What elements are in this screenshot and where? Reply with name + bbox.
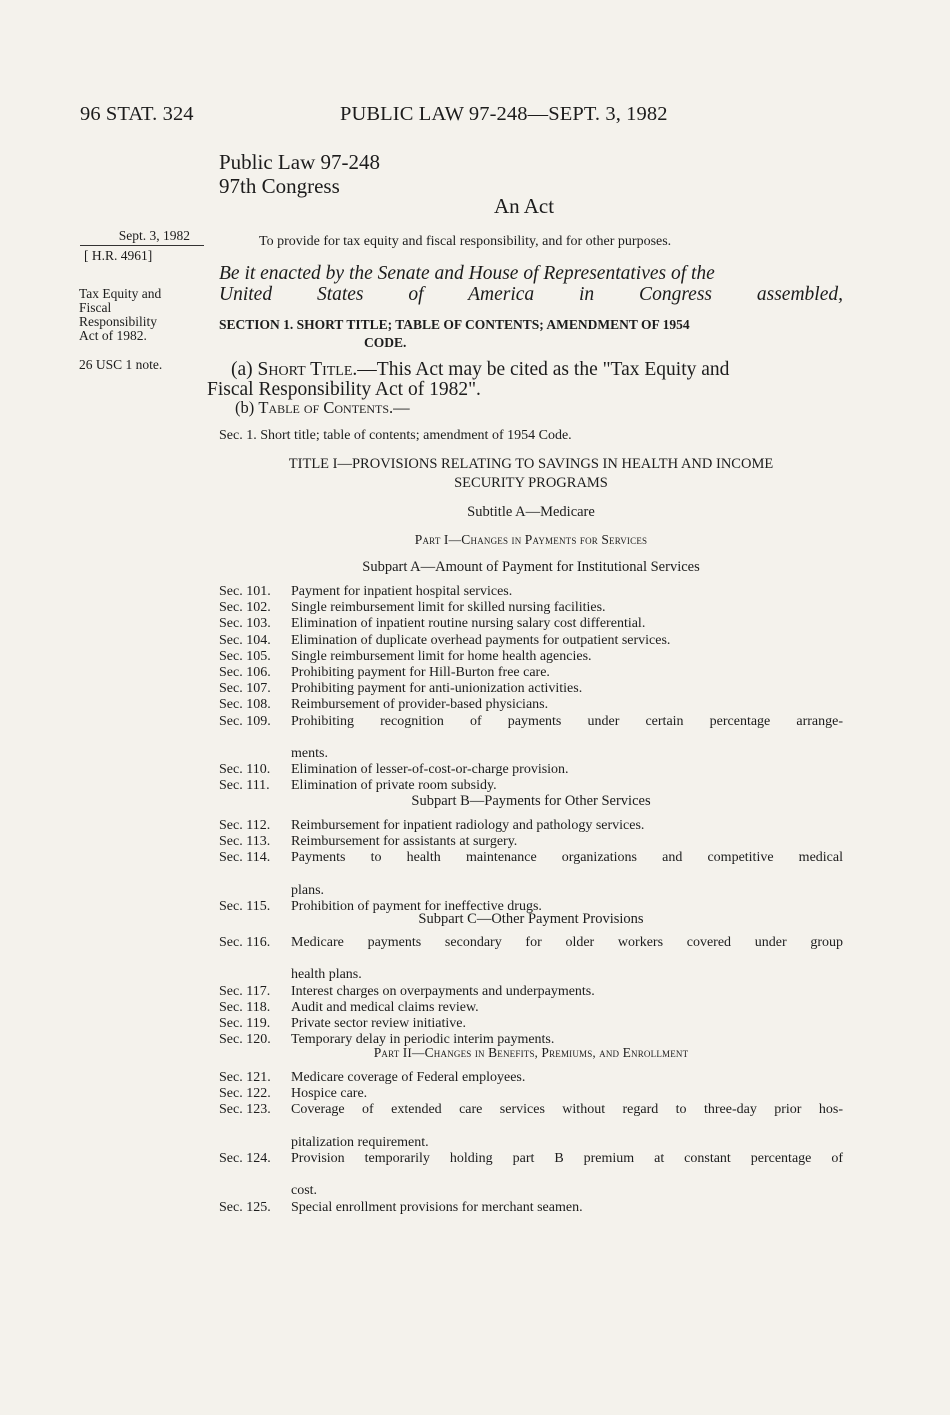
toc-entry-number: Sec. 104. <box>219 632 271 648</box>
toc-entry <box>219 818 843 834</box>
toc-entry <box>219 1070 843 1086</box>
title-i-line2: SECURITY PROGRAMS <box>454 475 608 491</box>
margin-date-block <box>80 228 204 264</box>
margin-act-name-line: Act of 1982. <box>79 328 147 343</box>
margin-date: Sept. 3, 1982 <box>80 228 204 246</box>
margin-bill-number: [ H.R. 4961] <box>84 248 153 263</box>
toc-entry-title: Temporary delay in periodic interim payments. <box>291 1032 555 1048</box>
enacting-clause-line2: United States of America in Congress assembled, <box>219 284 843 305</box>
toc-entry-number: Sec. 120. <box>219 1032 271 1048</box>
toc-entry-number: Sec. 117. <box>219 983 271 999</box>
toc-entry <box>219 850 843 882</box>
bleed-through-texture <box>420 152 840 193</box>
subpart-a-section-list <box>219 584 843 795</box>
subpart-a-heading: Subpart A—Amount of Payment for Institutional Services <box>362 559 700 575</box>
toc-entry-title: Elimination of private room subsidy. <box>291 778 497 794</box>
toc-entry <box>219 649 843 665</box>
title-i-heading <box>219 455 843 493</box>
toc-entry-number: Sec. 119. <box>219 1016 271 1032</box>
toc-entry-title: Provision temporarily holding part B premium at constant percentage of <box>291 1151 843 1167</box>
toc-entry-number: Sec. 112. <box>219 818 271 833</box>
toc-dash: .— <box>389 398 410 417</box>
short-title-paragraph <box>207 359 843 400</box>
toc-caption: Table of Contents <box>258 398 390 417</box>
toc-entry <box>219 984 843 1000</box>
toc-entry <box>219 834 843 850</box>
purpose-clause: To provide for tax equity and fiscal responsibility, and for other purposes. <box>259 234 672 249</box>
toc-entry-number: Sec. 114. <box>219 850 271 866</box>
margin-act-name-line: Fiscal <box>79 300 112 315</box>
toc-label: (b) <box>235 398 259 417</box>
short-title-label: (a) <box>231 359 258 380</box>
toc-entry-number: Sec. 102. <box>219 600 271 616</box>
toc-entry-title: Payment for inpatient hospital services. <box>291 584 513 599</box>
congress-label: 97th Congress <box>219 174 340 198</box>
toc-entry <box>219 1200 843 1216</box>
toc-entry-number: Sec. 116. <box>219 935 271 950</box>
toc-entry-number: Sec. 106. <box>219 665 271 681</box>
toc-entry <box>219 616 843 632</box>
toc-entry-title: Elimination of duplicate overhead payments for outpatient services. <box>291 632 671 648</box>
margin-act-name-line: Responsibility <box>79 314 158 329</box>
toc-entry <box>219 1000 843 1016</box>
part-ii-heading: Part II—Changes in Benefits, Premiums, and Enrollment <box>373 1045 689 1060</box>
toc-entry-title: Interest charges on overpayments and underpayments. <box>291 983 595 999</box>
toc-entry-title: Private sector review initiative. <box>291 1016 466 1032</box>
section-1-heading-line2: CODE. <box>364 335 407 350</box>
toc-entry-number: Sec. 101. <box>219 584 271 599</box>
toc-entry-number: Sec. 118. <box>219 999 271 1015</box>
section-1-heading-line1: SECTION 1. SHORT TITLE; TABLE OF CONTENTS; AMENDMENT OF 1954 <box>219 317 690 332</box>
margin-act-name <box>79 287 209 343</box>
toc-entry-title: Reimbursement for inpatient radiology and pathology services. <box>291 818 645 833</box>
short-title-text-line1: .—This Act may be cited as the "Tax Equity and <box>352 359 730 380</box>
toc-entry-number: Sec. 125. <box>219 1199 271 1215</box>
toc-entry-number: Sec. 111. <box>219 778 270 794</box>
toc-entry <box>219 1151 843 1183</box>
toc-entry-number: Sec. 121. <box>219 1070 271 1085</box>
table-of-contents-heading <box>235 398 410 418</box>
part-ii-section-list <box>219 1070 843 1216</box>
toc-entry-title: Hospice care. <box>291 1086 368 1102</box>
toc-entry <box>219 1086 843 1102</box>
toc-entry-title: Coverage of extended care services without regard to three-day prior hos- <box>291 1102 843 1118</box>
toc-entry <box>219 633 843 649</box>
toc-entry-number: Sec. 122. <box>219 1086 271 1102</box>
part-i-heading: Part I—Changes in Payments for Services <box>414 532 648 547</box>
toc-entry-title: Medicare coverage of Federal employees. <box>291 1070 526 1085</box>
toc-entry <box>219 935 843 967</box>
toc-entry-title: Single reimbursement limit for home health agencies. <box>291 648 592 664</box>
subpart-b-heading: Subpart B—Payments for Other Services <box>411 793 651 809</box>
toc-entry-continuation: ments. <box>291 746 328 762</box>
toc-entry-title: Elimination of inpatient routine nursing salary cost differential. <box>291 616 646 632</box>
toc-entry-number: Sec. 110. <box>219 762 271 778</box>
toc-entry-title: Prohibiting payment for anti-unionization activities. <box>291 681 583 697</box>
toc-entry-title: Special enrollment provisions for merchant seamen. <box>291 1199 583 1215</box>
toc-entry-title: Elimination of lesser-of-cost-or-charge provision. <box>291 762 569 778</box>
toc-entry-title: Medicare payments secondary for older workers covered under group <box>291 935 843 950</box>
toc-entry <box>219 681 843 697</box>
toc-entry <box>219 714 843 746</box>
toc-entry-continuation: cost. <box>291 1183 318 1199</box>
toc-entry <box>219 762 843 778</box>
toc-entry-number: Sec. 124. <box>219 1151 271 1167</box>
subpart-b-section-list <box>219 818 843 915</box>
short-title-text-line2: Fiscal Responsibility Act of 1982". <box>207 379 481 400</box>
toc-entry-number: Sec. 115. <box>219 899 271 915</box>
toc-entry-title: Prohibiting recognition of payments under certain percentage arrange- <box>291 713 843 729</box>
toc-entry-number: Sec. 123. <box>219 1102 271 1118</box>
margin-act-name-line: Tax Equity and <box>79 286 162 301</box>
toc-entry-number: Sec. 113. <box>219 834 271 850</box>
toc-entry-number: Sec. 105. <box>219 648 271 664</box>
toc-entry-continuation: health plans. <box>291 967 362 983</box>
toc-entry <box>219 697 843 713</box>
toc-entry-number: Sec. 107. <box>219 681 271 697</box>
margin-usc-note: 26 USC 1 note. <box>79 357 163 372</box>
running-header: PUBLIC LAW 97-248—SEPT. 3, 1982 <box>340 103 668 125</box>
public-law-number: Public Law 97-248 <box>219 150 380 174</box>
toc-entry-number: Sec. 109. <box>219 713 271 729</box>
subpart-c-section-list <box>219 935 843 1048</box>
toc-entry-title: Reimbursement of provider-based physicians. <box>291 697 549 713</box>
subpart-c-heading: Subpart C—Other Payment Provisions <box>418 911 644 927</box>
toc-entry <box>219 1016 843 1032</box>
toc-entry-number: Sec. 103. <box>219 616 271 632</box>
toc-entry <box>219 1102 843 1134</box>
act-label: An Act <box>494 194 555 218</box>
toc-entry <box>219 665 843 681</box>
title-i-line1: TITLE I—PROVISIONS RELATING TO SAVINGS IN HEALTH AND INCOME <box>288 456 774 472</box>
toc-entry-title: Prohibition of payment for ineffective drugs. <box>291 899 542 915</box>
toc-entry-continuation: pitalization requirement. <box>291 1134 429 1150</box>
enacting-clause-line1: Be it enacted by the Senate and House of Representatives of the <box>219 263 715 284</box>
toc-entry-continuation: plans. <box>291 882 325 898</box>
toc-entry-number: Sec. 108. <box>219 697 271 713</box>
toc-entry-title: Single reimbursement limit for skilled nursing facilities. <box>291 600 606 616</box>
stat-reference: 96 STAT. 324 <box>80 103 194 125</box>
short-title-caption: Short Title <box>257 359 353 380</box>
toc-entry-title: Prohibiting payment for Hill-Burton free care. <box>291 665 550 681</box>
subtitle-a-heading: Subtitle A—Medicare <box>467 504 595 520</box>
toc-entry-title: Reimbursement for assistants at surgery. <box>291 834 518 850</box>
toc-entry-title: Payments to health maintenance organizations and competitive medical <box>291 850 843 866</box>
toc-entry-title: Audit and medical claims review. <box>291 999 479 1015</box>
section-1-heading <box>219 316 843 352</box>
toc-entry-sec-1: Sec. 1. Short title; table of contents; amendment of 1954 Code. <box>219 428 572 443</box>
toc-entry <box>219 584 843 600</box>
toc-entry <box>219 600 843 616</box>
